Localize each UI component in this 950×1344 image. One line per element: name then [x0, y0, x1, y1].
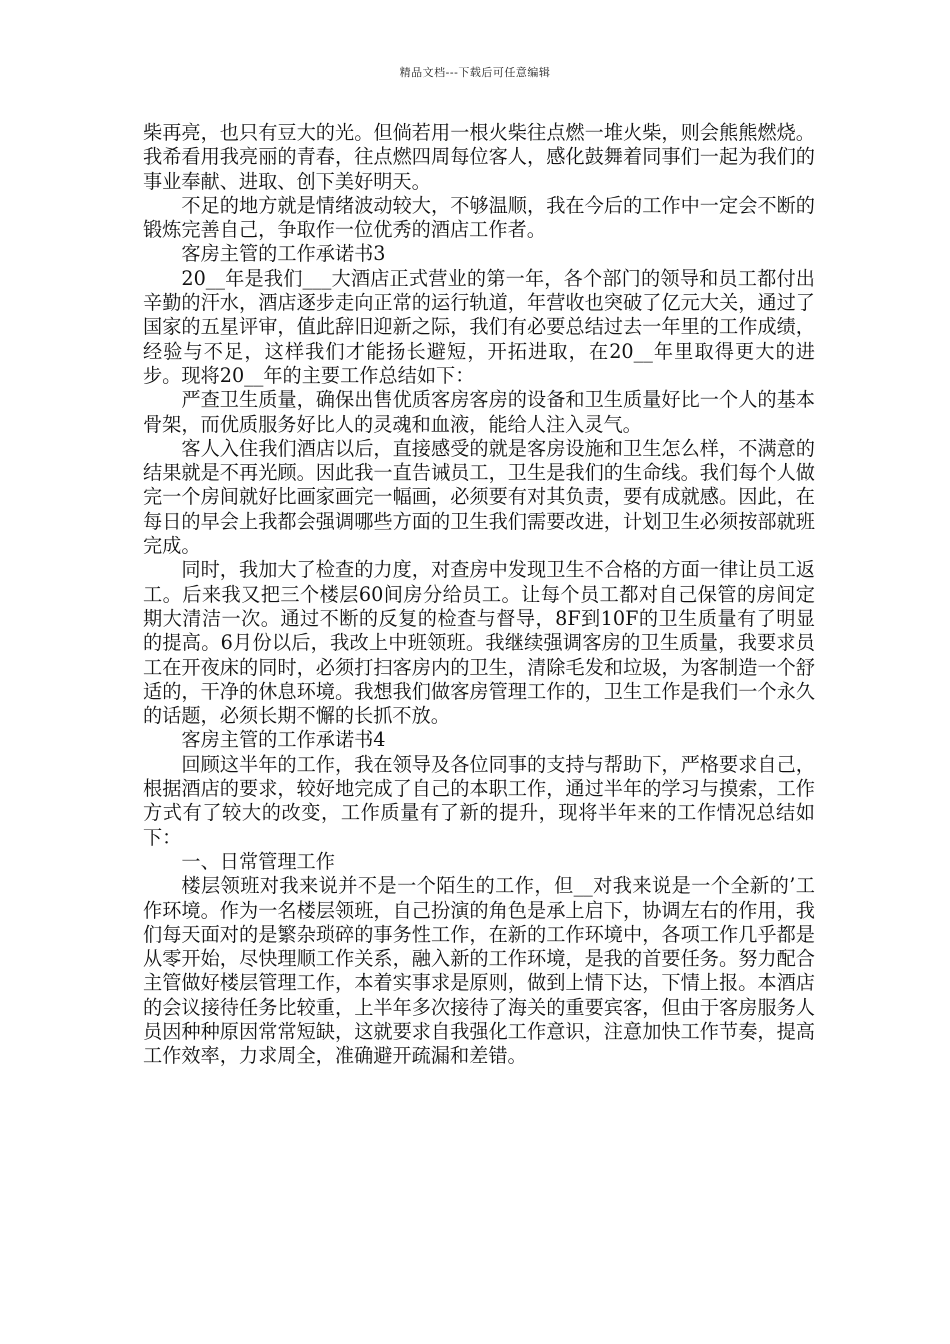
section-heading: 客房主管的工作承诺书4	[181, 728, 386, 752]
paragraph: 回顾这半年的工作，我在领导及各位同事的支持与帮助下，严格要求自己，根据酒店的要求，较好地完成了自己的本职工作，通过半年的学习与摸索，工作方式有了较大的改变，工作质量有了新的提升，现将半年来的工作情况总结如下：	[143, 752, 815, 849]
paragraph: 20__年是我们___大酒店正式营业的第一年，各个部门的领导和员工都付出辛勤的汗水，酒店逐步走向正常的运行轨道，年营收也突破了亿元大关，通过了国家的五星评审，值此辞旧迎新之际，我们有必要总结过去一年里的工作成绩，经验与不足，这样我们才能扬长避短，开拓进取，在20__年里取得更大的进步。现将20__年的主要工作总结如下：	[143, 266, 815, 387]
paragraph: 严查卫生质量，确保出售优质客房客房的设备和卫生质量好比一个人的基本骨架，而优质服务好比人的灵魂和血液，能给人注入灵气。	[143, 388, 815, 436]
paragraph: 楼层领班对我来说并不是一个陌生的工作，但__对我来说是一个全新的’工作环境。作为一名楼层领班，自己扮演的角色是承上启下，协调左右的作用，我们每天面对的是繁杂琐碎的事务性工作，在新的工作环境中，各项工作几乎都是从零开始，尽快理顺工作关系，融入新的工作环境，是我的首要任务。努力配合主管做好楼层管理工作，本着实事求是原则，做到上情下达，下情上报。本酒店的会议接待任务比较重，上半年多次接待了海关的重要宾客，但由于客房服务人员因种种原因常常短缺，这就要求自我强化工作意识，注意加快工作节奏，提高工作效率，力求周全，准确避开疏漏和差错。	[143, 874, 815, 1068]
document-body	[143, 121, 815, 1069]
paragraph: 客人入住我们酒店以后，直接感受的就是客房设施和卫生怎么样，不满意的结果就是不再光顾。因此我一直告诫员工，卫生是我们的生命线。我们每个人做完一个房间就好比画家画完一幅画，必须要有对其负责，要有成就感。因此，在每日的早会上我都会强调哪些方面的卫生我们需要改进，计划卫生必须按部就班完成。	[143, 436, 815, 558]
page-header: 精品文档---下载后可任意编辑	[399, 66, 551, 79]
section-heading: 客房主管的工作承诺书3	[181, 242, 386, 266]
paragraph: 不足的地方就是情绪波动较大，不够温顺，我在今后的工作中一定会不断的锻炼完善自己，争取作一位优秀的酒店工作者。	[143, 193, 815, 242]
paragraph: 柴再亮，也只有豆大的光。但倘若用一根火柴往点燃一堆火柴，则会熊熊燃烧。我希看用我亮丽的青春，往点燃四周每位客人，感化鼓舞着同事们一起为我们的事业奉献、进取、创下美好明天。	[143, 121, 815, 193]
subsection-heading: 一、日常管理工作	[181, 849, 335, 873]
paragraph: 同时，我加大了检查的力度，对查房中发现卫生不合格的方面一律让员工返工。后来我又把三个楼层60间房分给员工。让每个员工都对自己保管的房间定期大清洁一次。通过不断的反复的检查与督导，8F到10F的卫生质量有了明显的提高。6月份以后，我改上中班领班。我继续强调客房的卫生质量，我要求员工在开夜床的同时，必须打扫客房内的卫生，清除毛发和垃圾，为客制造一个舒适的，干净的休息环境。我想我们做客房管理工作的，卫生工作是我们一个永久的话题，必须长期不懈的长抓不放。	[143, 558, 815, 728]
